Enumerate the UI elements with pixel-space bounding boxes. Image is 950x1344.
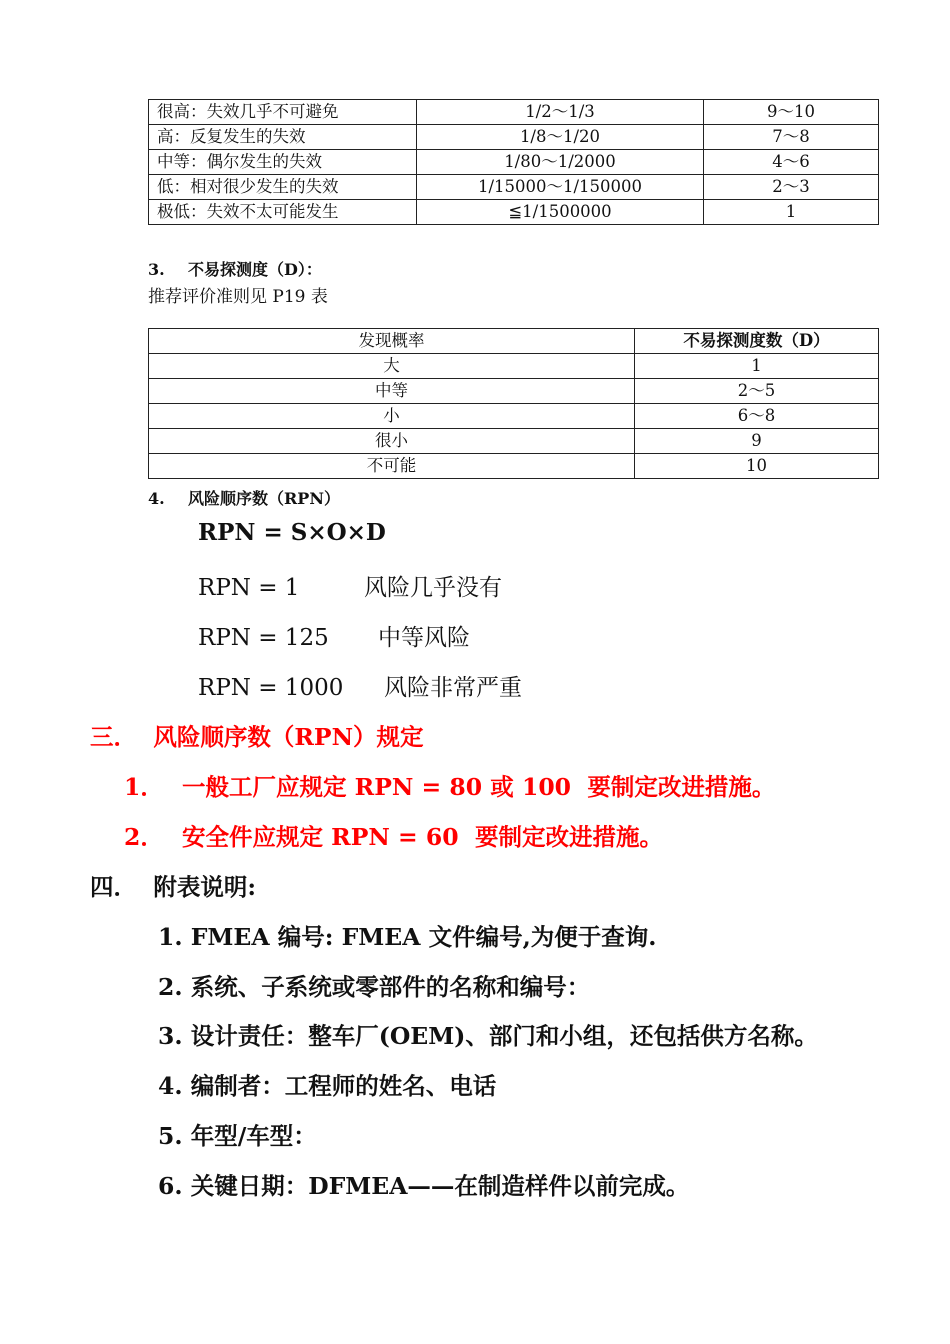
part-4-item-1: 1. FMEA 编号: FMEA 文件编号,为便于查询. <box>158 923 657 951</box>
section-3-note: 推荐评价准则见 P19 表 <box>148 287 328 307</box>
section-4-heading <box>148 486 340 509</box>
part-4-item-3: 3. 设计责任：整车厂(OEM)、部门和小组，还包括供方名称。 <box>158 1022 818 1050</box>
occurrence-level: 低：相对很少发生的失效 <box>149 175 417 200</box>
occurrence-probability: 1/80～1/2000 <box>417 150 704 175</box>
part-4-item-6: 6. 关键日期：DFMEA——在制造样件以前完成。 <box>158 1172 690 1200</box>
discovery-probability: 中等 <box>149 379 635 404</box>
occurrence-probability: ≦1/1500000 <box>417 200 704 225</box>
section-3-title: 不易探测度（D）： <box>188 260 322 279</box>
part-3-item-text: 一般工厂应规定 RPN = 80 或 100 要制定改进措施。 <box>182 773 776 801</box>
rpn-example-value: RPN = 1000 <box>198 675 344 701</box>
occurrence-level: 中等：偶尔发生的失效 <box>149 150 417 175</box>
section-4-title: 风险顺序数（RPN） <box>188 489 340 508</box>
header-detection-rating: 不易探测度数（D） <box>635 329 879 354</box>
detection-table-row <box>149 429 879 454</box>
part-3-item-number: 1． <box>124 773 164 801</box>
part-3-item-2 <box>124 818 663 852</box>
detection-table <box>148 328 879 479</box>
rpn-example-desc: 风险几乎没有 <box>364 575 502 601</box>
discovery-probability: 不可能 <box>149 454 635 479</box>
part-3-item-text: 安全件应规定 RPN = 60 要制定改进措施。 <box>182 823 663 851</box>
part-4-item-4: 4. 编制者：工程师的姓名、电话 <box>158 1072 497 1100</box>
discovery-probability: 很小 <box>149 429 635 454</box>
header-discovery-probability: 发现概率 <box>149 329 635 354</box>
occurrence-rating: 9～10 <box>704 100 879 125</box>
occurrence-level: 高：反复发生的失效 <box>149 125 417 150</box>
part-4-item-2: 2. 系统、子系统或零部件的名称和编号： <box>158 973 591 1001</box>
occurrence-level: 极低：失效不太可能发生 <box>149 200 417 225</box>
part-4-heading: 四． 附表说明: <box>90 873 257 901</box>
rpn-example-value: RPN = 125 <box>198 625 329 651</box>
section-3-heading <box>148 257 322 280</box>
rpn-example-desc: 中等风险 <box>378 625 470 651</box>
detection-rating: 1 <box>635 354 879 379</box>
part-3-item-1 <box>124 768 775 802</box>
occurrence-table-row <box>149 150 879 175</box>
occurrence-table <box>148 99 879 225</box>
occurrence-probability: 1/15000～1/150000 <box>417 175 704 200</box>
rpn-example-1 <box>198 569 502 602</box>
rpn-example-value: RPN = 1 <box>198 575 300 601</box>
part-3-item-number: 2． <box>124 823 164 851</box>
detection-rating: 10 <box>635 454 879 479</box>
detection-table-row <box>149 379 879 404</box>
occurrence-table-row <box>149 100 879 125</box>
rpn-example-2 <box>198 619 470 652</box>
occurrence-rating: 1 <box>704 200 879 225</box>
occurrence-rating: 2～3 <box>704 175 879 200</box>
detection-table-row <box>149 454 879 479</box>
detection-rating: 6～8 <box>635 404 879 429</box>
detection-rating: 9 <box>635 429 879 454</box>
occurrence-probability: 1/2～1/3 <box>417 100 704 125</box>
discovery-probability: 小 <box>149 404 635 429</box>
occurrence-rating: 4～6 <box>704 150 879 175</box>
discovery-probability: 大 <box>149 354 635 379</box>
detection-table-header <box>149 329 879 354</box>
part-3-heading: 三． 风险顺序数（RPN）规定 <box>90 723 424 751</box>
occurrence-table-row <box>149 125 879 150</box>
occurrence-rating: 7～8 <box>704 125 879 150</box>
occurrence-table-row <box>149 175 879 200</box>
rpn-formula: RPN = S×O×D <box>198 519 386 546</box>
detection-table-row <box>149 354 879 379</box>
rpn-example-3 <box>198 669 522 702</box>
detection-table-row <box>149 404 879 429</box>
occurrence-level: 很高：失效几乎不可避免 <box>149 100 417 125</box>
occurrence-probability: 1/8～1/20 <box>417 125 704 150</box>
section-3-number: 3. <box>148 260 165 279</box>
part-4-item-5: 5. 年型/车型： <box>158 1122 317 1150</box>
rpn-example-desc: 风险非常严重 <box>384 675 522 701</box>
detection-rating: 2～5 <box>635 379 879 404</box>
occurrence-table-row <box>149 200 879 225</box>
section-4-number: 4. <box>148 489 165 508</box>
